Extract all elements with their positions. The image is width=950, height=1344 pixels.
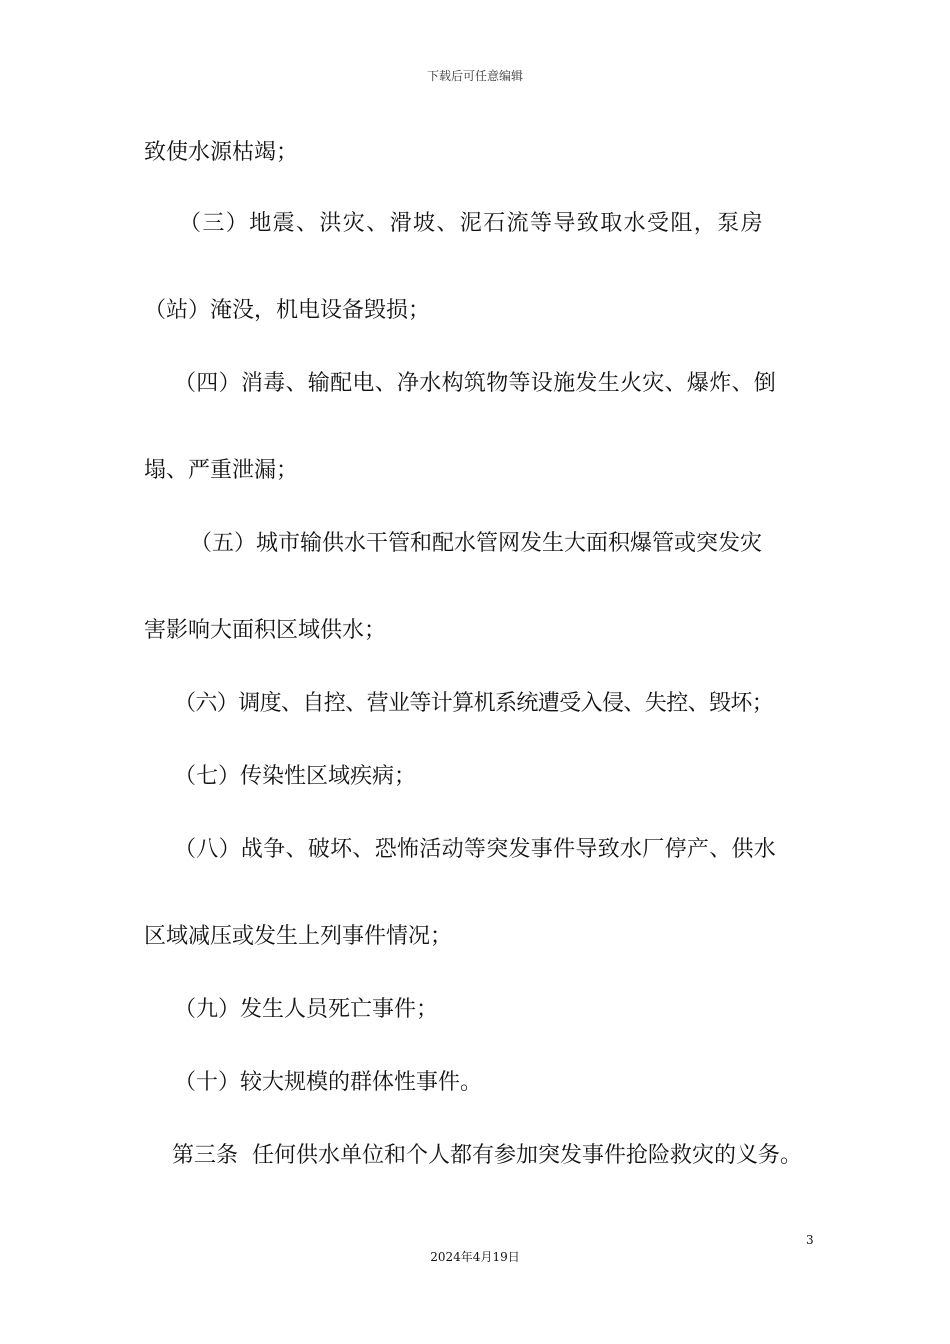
body-line-9: （七）传染性区域疾病； bbox=[174, 764, 417, 789]
body-line-7: 害影响大面积区域供水； bbox=[144, 618, 387, 643]
body-line-6: （五）城市输供水干管和配水管网发生大面积爆管或突发灾 bbox=[190, 531, 763, 556]
page-header: 下载后可任意编辑 bbox=[426, 69, 523, 83]
body-line-4: （四）消毒、输配电、净水构筑物等设施发生火灾、爆炸、倒 bbox=[174, 371, 777, 396]
body-line-2: （三）地震、洪灾、滑坡、泥石流等导致取水受阻，泵房 bbox=[179, 211, 765, 236]
body-line-10: （八）战争、破坏、恐怖活动等突发事件导致水厂停产、供水 bbox=[174, 837, 777, 862]
body-line-1: 致使水源枯竭； bbox=[144, 140, 299, 165]
body-line-12: （九）发生人员死亡事件； bbox=[174, 997, 439, 1022]
body-line-14: 第三条 任何供水单位和个人都有参加突发事件抢险救灾的义务。 bbox=[172, 1143, 802, 1168]
body-line-5: 塌、严重泄漏； bbox=[144, 458, 299, 483]
page-number: 3 bbox=[806, 1233, 814, 1247]
footer-date: 2024年4月19日 bbox=[430, 1250, 520, 1264]
body-line-3: （站）淹没，机电设备毁损； bbox=[144, 298, 431, 323]
body-line-11: 区域减压或发生上列事件情况； bbox=[144, 924, 453, 949]
body-line-13: （十）较大规模的群体性事件。 bbox=[174, 1070, 483, 1095]
body-line-8: （六）调度、自控、营业等计算机系统遭受入侵、失控、毁坏； bbox=[174, 691, 774, 716]
